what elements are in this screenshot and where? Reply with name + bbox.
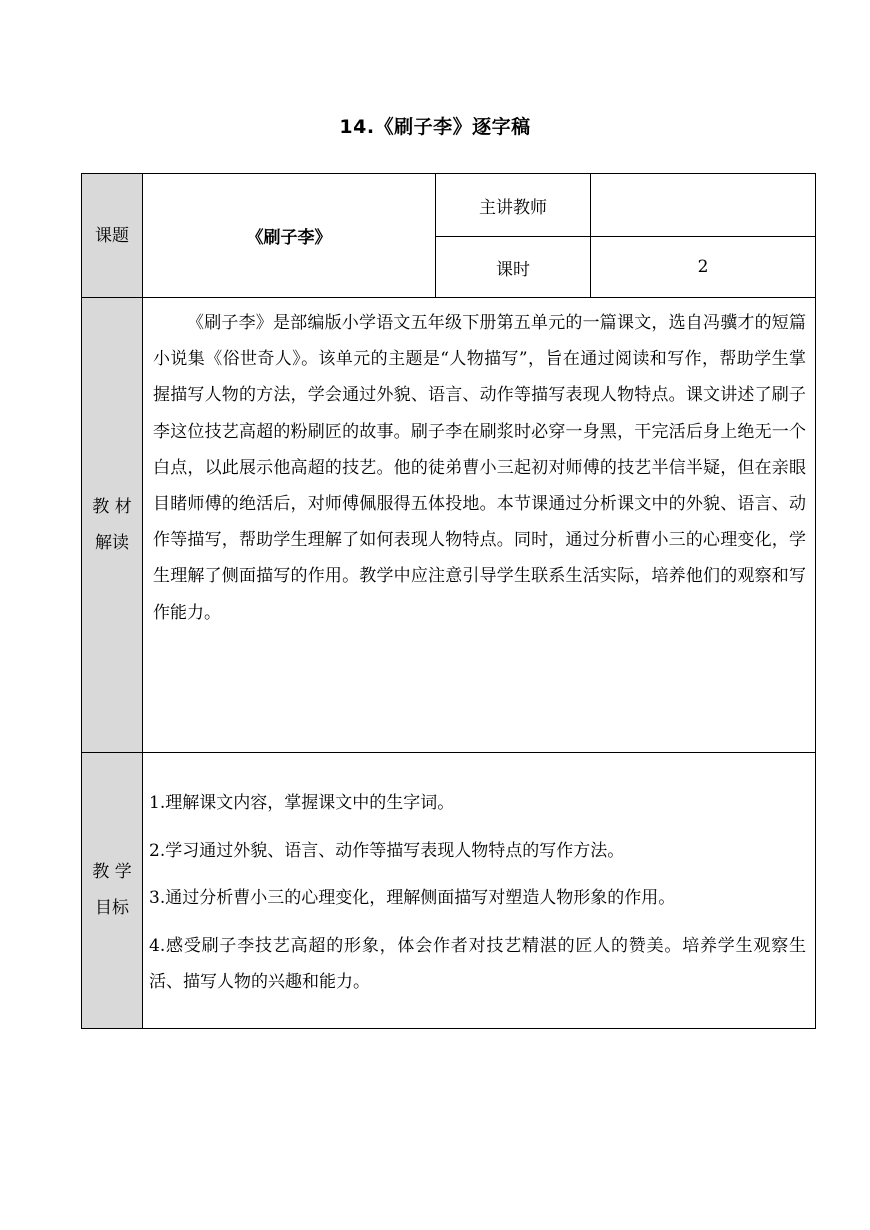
periods-label-cell — [436, 237, 591, 298]
subject-value: 《刷子李》 — [246, 228, 332, 248]
periods-value-cell — [591, 237, 816, 298]
subject-label-cell — [82, 174, 143, 298]
teacher-value-cell — [591, 174, 816, 237]
teacher-label: 主讲教师 — [479, 197, 547, 218]
material-content-cell — [143, 298, 816, 753]
goals-label-cell — [82, 753, 143, 1029]
subject-value-cell — [143, 174, 436, 298]
goal-item-4: 4.感受刷子李技艺高超的形象，体会作者对技艺精湛的匠人的赞美。培养学生观察生活、描写人物的兴趣和能力。 — [149, 935, 806, 992]
goal-item-1: 1.理解课文内容，掌握课文中的生字词。 — [149, 793, 455, 813]
goals-list — [143, 753, 815, 1028]
periods-value: 2 — [697, 257, 709, 277]
material-paragraph: 《刷子李》是部编版小学语文五年级下册第五单元的一篇课文，选自冯骥才的短篇小说集《俗世奇人》。该单元的主题是“人物描写”，旨在通过阅读和写作，帮助学生掌握描写人物的方法，学会通过外貌、语言、动作等描写表现人物特点。课文讲述了刷子李这位技艺高超的粉刷匠的故事。刷子李在刷浆时必穿一身黑，干完活后身上绝无一个白点，以此展示他高超的技艺。他的徒弟曹小三起初对师傅的技艺半信半疑，但在亲眼目睹师傅的绝活后，对师傅佩服得五体投地。本节课通过分析课文中的外貌、语言、动作等描写，帮助学生理解了如何表现人物特点。同时，通过分析曹小三的心理变化，学生理解了侧面描写的作用。教学中应注意引导学生联系生活实际，培养他们的观察和写作能力。 — [153, 313, 806, 623]
goal-item-2: 2.学习通过外貌、语言、动作等描写表现人物特点的写作方法。 — [149, 840, 625, 861]
subject-label: 课题 — [95, 225, 129, 246]
document-title: 14.《刷子李》逐字稿 — [339, 116, 531, 138]
goals-label-line1: 教 学 — [92, 862, 132, 883]
goal-item-3: 3.通过分析曹小三的心理变化，理解侧面描写对塑造人物形象的作用。 — [149, 888, 676, 908]
goals-label-line2: 目标 — [95, 898, 129, 919]
material-label-line1: 教 材 — [92, 497, 132, 517]
material-label-line2: 解读 — [95, 533, 129, 553]
periods-label: 课时 — [496, 259, 530, 280]
material-label-cell — [82, 298, 143, 753]
teacher-label-cell — [436, 174, 591, 237]
lesson-plan-table — [81, 173, 816, 1029]
goals-content-cell — [143, 753, 816, 1029]
